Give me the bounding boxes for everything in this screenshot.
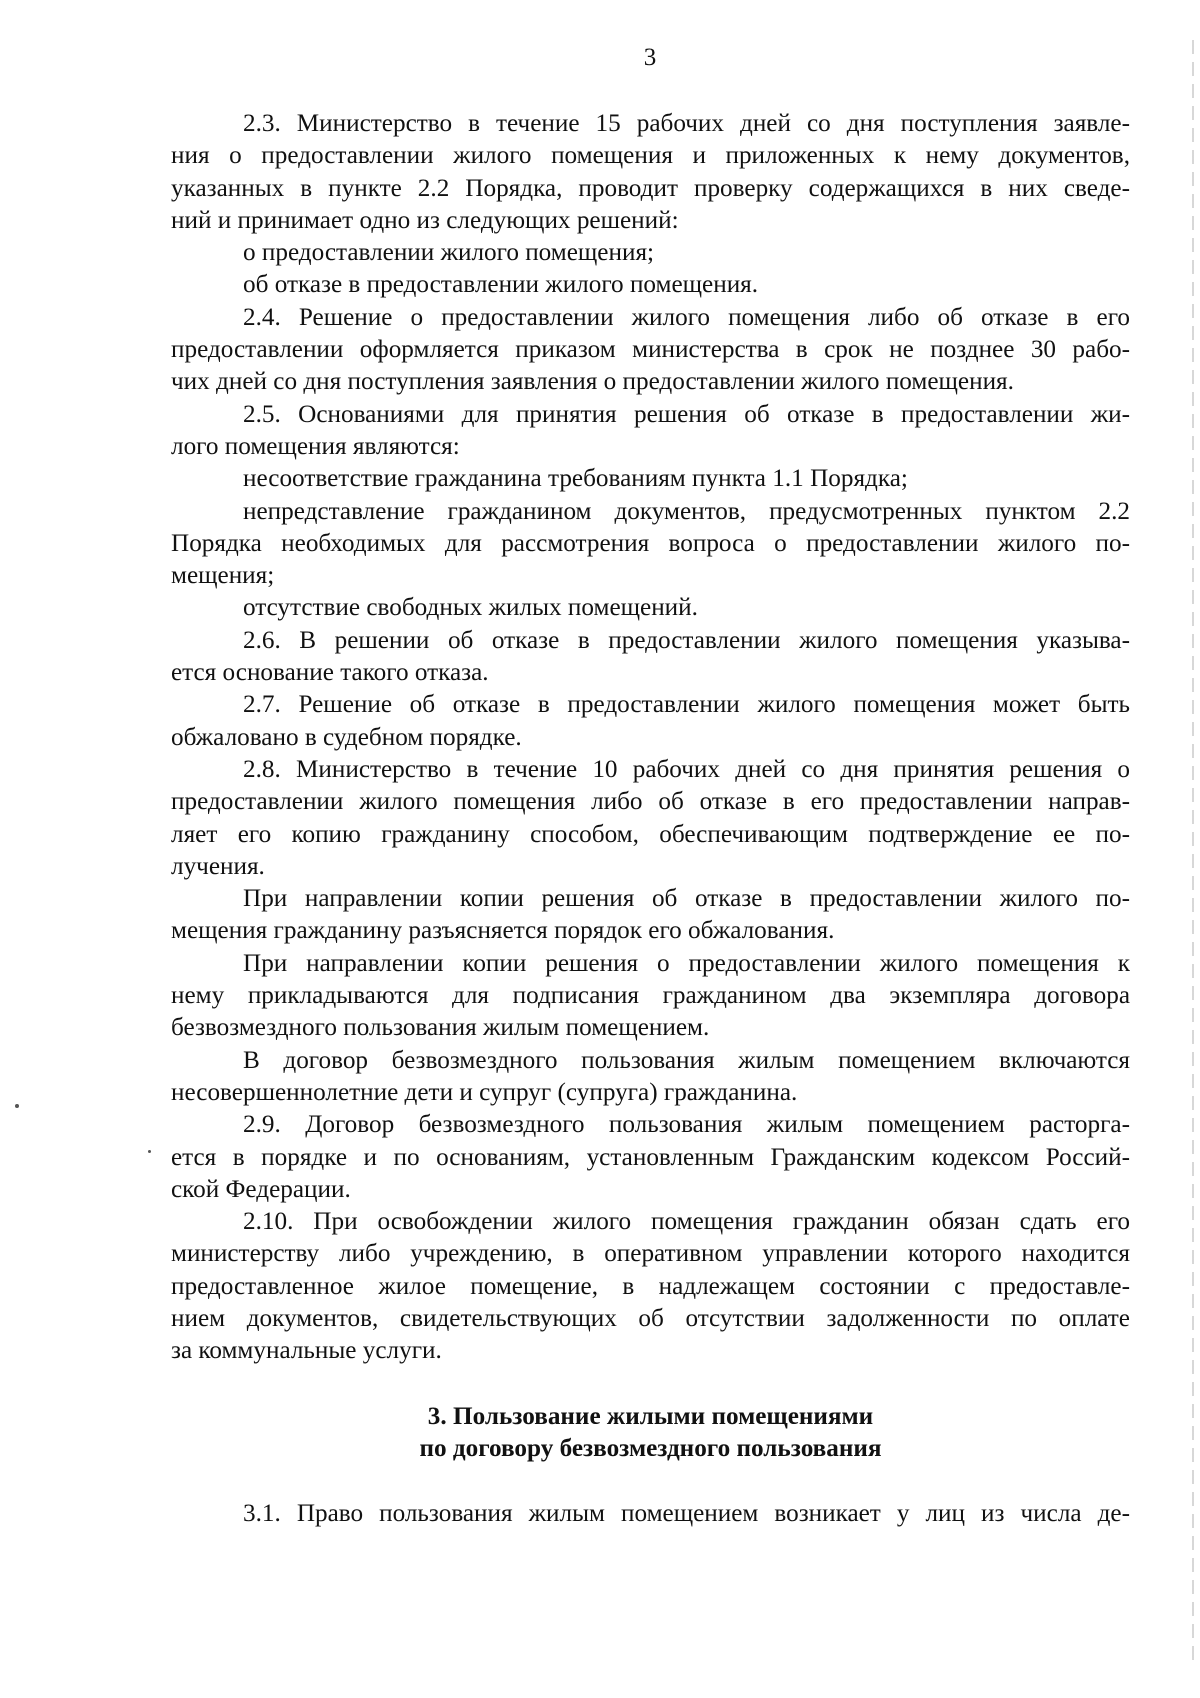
text-line: ния о предоставлении жилого помещения и приложенных к нему документов,	[171, 142, 1130, 170]
text-line: предоставлении оформляется приказом министерства в срок не позднее 30 рабо-	[171, 336, 1130, 364]
text-line: министерству либо учреждению, в оперативном управлении которого находится	[171, 1240, 1130, 1268]
text-line: несовершеннолетние дети и супруг (супруга) гражданина.	[171, 1078, 798, 1106]
text-line: В договор безвозмездного пользования жилым помещением включаются	[243, 1046, 1130, 1074]
text-line: безвозмездного пользования жилым помещением.	[171, 1014, 710, 1042]
text-line: ется в порядке и по основаниям, установленным Гражданским кодексом Россий-	[171, 1143, 1130, 1171]
text-line: 2.10. При освобождении жилого помещения гражданин обязан сдать его	[243, 1208, 1130, 1236]
text-line: об отказе в предоставлении жилого помещения.	[243, 271, 759, 299]
text-line: При направлении копии решения о предоставлении жилого помещения к	[243, 949, 1130, 977]
scan-speck	[148, 1150, 151, 1153]
text-line: обжаловано в судебном порядке.	[171, 723, 522, 751]
text-line: лучения.	[171, 852, 265, 880]
text-line: 2.3. Министерство в течение 15 рабочих дней со дня поступления заявле-	[243, 110, 1130, 137]
text-line: предоставлении жилого помещения либо об отказе в его предоставлении направ-	[171, 788, 1130, 816]
text-line: мещения гражданину разъясняется порядок его обжалования.	[171, 917, 835, 945]
document-body	[171, 108, 1130, 1530]
text-line: лого помещения являются:	[171, 432, 460, 460]
text-line: о предоставлении жилого помещения;	[243, 239, 655, 267]
scan-edge-artifact	[1192, 40, 1194, 1660]
text-line: При направлении копии решения об отказе в предоставлении жилого по-	[243, 885, 1130, 913]
section-heading-line-2: по договору безвозмездного пользования	[419, 1434, 882, 1462]
text-line: ется основание такого отказа.	[171, 659, 489, 687]
text-line: 2.8. Министерство в течение 10 рабочих дней со дня принятия решения о	[243, 755, 1130, 783]
text-line: ляет его копию гражданину способом, обеспечивающим подтверждение ее по-	[171, 820, 1130, 848]
text-line: 2.6. В решении об отказе в предоставлении жилого помещения указыва-	[243, 626, 1130, 654]
text-line: предоставленное жилое помещение, в надлежащем состоянии с предоставле-	[171, 1272, 1130, 1300]
text-line: ской Федерации.	[171, 1175, 351, 1203]
scan-speck	[15, 1104, 19, 1108]
text-line: непредставление гражданином документов, предусмотренных пунктом 2.2	[243, 497, 1130, 525]
text-line: нием документов, свидетельствующих об отсутствии задолженности по оплате	[171, 1304, 1130, 1332]
page-number: 3	[643, 44, 657, 71]
text-line: мещения;	[171, 562, 275, 590]
text-line: нему прикладываются для подписания гражданином два экземпляра договора	[171, 982, 1130, 1010]
text-line: 3.1. Право пользования жилым помещением возникает у лиц из числа де-	[243, 1500, 1130, 1528]
text-line: ний и принимает одно из следующих решений:	[171, 206, 679, 234]
text-line: 2.4. Решение о предоставлении жилого помещения либо об отказе в его	[243, 303, 1130, 331]
text-line: за коммунальные услуги.	[171, 1337, 442, 1365]
text-line: указанных в пункте 2.2 Порядка, проводит проверку содержащихся в них сведе-	[171, 174, 1130, 202]
text-line: 2.7. Решение об отказе в предоставлении жилого помещения может быть	[243, 691, 1130, 719]
text-line: 2.5. Основаниями для принятия решения об отказе в предоставлении жи-	[243, 400, 1130, 428]
text-line: несоответствие гражданина требованиям пункта 1.1 Порядка;	[243, 465, 908, 493]
text-line: чих дней со дня поступления заявления о предоставлении жилого помещения.	[171, 368, 1014, 396]
text-line: 2.9. Договор безвозмездного пользования жилым помещением расторга-	[243, 1111, 1130, 1139]
text-line: отсутствие свободных жилых помещений.	[243, 594, 698, 622]
text-line: Порядка необходимых для рассмотрения вопроса о предоставлении жилого по-	[171, 529, 1130, 557]
section-heading-line-1: 3. Пользование жилыми помещениями	[427, 1402, 874, 1430]
